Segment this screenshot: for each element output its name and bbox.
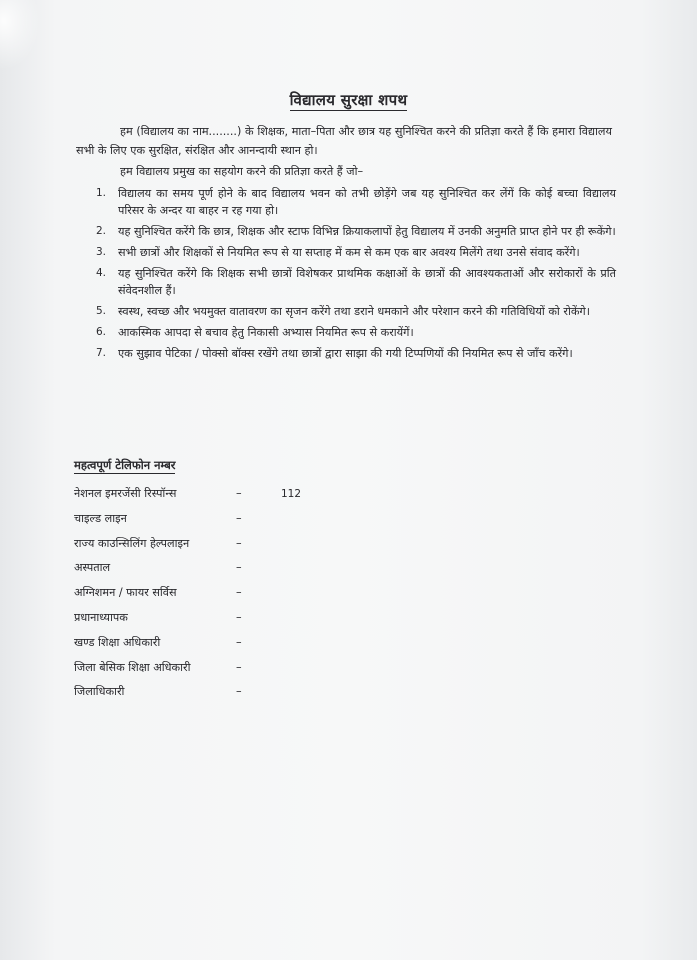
paper-glare xyxy=(0,0,40,70)
phone-dash: – xyxy=(236,586,242,600)
phone-row xyxy=(74,581,394,606)
phone-label: जिला बेसिक शिक्षा अधिकारी xyxy=(74,660,191,674)
pledge-number: 4. xyxy=(96,267,107,279)
phone-row xyxy=(74,532,394,557)
pledge-text: एक सुझाव पेटिका / पोक्सो बॉक्स रखेंगे तथा छात्रों द्वारा साझा की गयी टिप्पणियों की नियमित रूप से जाँच करेंगे। xyxy=(118,347,573,360)
pledge-number: 2. xyxy=(96,225,107,237)
phone-row xyxy=(74,507,394,532)
document-title xyxy=(0,90,697,110)
phone-row xyxy=(74,482,394,507)
phone-label: खण्ड शिक्षा अधिकारी xyxy=(74,635,161,649)
phone-row xyxy=(74,656,394,681)
phone-label: चाइल्ड लाइन xyxy=(74,511,127,525)
pledge-number: 1. xyxy=(96,187,107,199)
pledge-item xyxy=(96,324,616,341)
phone-dash: – xyxy=(236,511,242,525)
pledge-number: 7. xyxy=(96,347,107,359)
phone-label: नेशनल इमरजेंसी रिस्पॉन्स xyxy=(74,487,177,500)
pledge-text: विद्यालय का समय पूर्ण होने के बाद विद्यालय भवन को तभी छोड़ेंगे जब यह सुनिश्चित कर लेंगें कि कोई बच्चा विद्यालय परिसर के अन्दर या बाहर न रह गया हो। xyxy=(118,187,616,217)
pledge-number: 5. xyxy=(96,305,107,317)
pledge-item xyxy=(96,223,616,240)
phone-heading-text: महत्वपूर्ण टेलिफोन नम्बर xyxy=(74,458,176,472)
phone-dash: – xyxy=(236,487,242,500)
phone-dash: – xyxy=(236,536,242,550)
pledge-item xyxy=(96,244,616,261)
phone-label: अस्पताल xyxy=(74,561,111,575)
pledge-number: 3. xyxy=(96,246,107,258)
pledge-text: आकस्मिक आपदा से बचाव हेतु निकासी अभ्यास नियमित रूप से करायेंगें। xyxy=(118,326,414,339)
phone-row xyxy=(74,680,394,705)
phone-dash: – xyxy=(236,660,242,674)
phone-number: 112 xyxy=(281,488,302,500)
pledge-text: यह सुनिश्चित करेंगे कि छात्र, शिक्षक और स्टाफ विभिन्न क्रियाकलापों हेतु विद्यालय में उनकी अनुमति प्राप्त होने पर ही रूकेंगे। xyxy=(118,225,616,238)
phone-row xyxy=(74,556,394,581)
phone-dash: – xyxy=(236,561,242,575)
pledge-list xyxy=(96,185,616,366)
phone-row xyxy=(74,631,394,656)
phone-label: अग्निशमन / फायर सर्विस xyxy=(74,586,177,600)
pledge-number: 6. xyxy=(96,326,107,338)
phone-label: प्रधानाध्यापक xyxy=(74,610,128,624)
phone-heading xyxy=(74,458,175,473)
phone-row xyxy=(74,606,394,631)
phone-dash: – xyxy=(236,610,242,624)
phone-label: राज्य काउन्सिलिंग हेल्पलाइन xyxy=(74,536,190,550)
phone-dash: – xyxy=(236,685,242,699)
document-title-text: विद्यालय सुरक्षा शपथ xyxy=(289,91,408,109)
lead-sentence: हम विद्यालय प्रमुख का सहयोग करने की प्रतिज्ञा करते हैं जो– xyxy=(120,165,364,178)
pledge-item xyxy=(96,345,616,362)
pledge-item xyxy=(96,303,616,320)
phone-dash: – xyxy=(236,635,242,649)
phone-label: जिलाधिकारी xyxy=(74,685,125,699)
intro-paragraph: हम (विद्यालय का नाम........) के शिक्षक, माता–पिता और छात्र यह सुनिश्चित करने की प्रतिज्ञा करते हैं कि हमारा विद्यालय सभी के लिए एक सुरक्षित, संरक्षित और आनन्दायी स्थान हो। xyxy=(76,125,612,157)
pledge-text: स्वस्थ, स्वच्छ और भयमुक्त वातावरण का सृजन करेंगे तथा डराने धमकाने और परेशान करने की गतिविधियों को रोकेंगे। xyxy=(118,305,590,318)
pledge-text: सभी छात्रों और शिक्षकों से नियमित रूप से या सप्ताह में कम से कम एक बार अवश्य मिलेंगे तथा उनसे संवाद करेंगे। xyxy=(118,246,580,259)
pledge-item xyxy=(96,185,616,219)
pledge-text: यह सुनिश्चित करेंगे कि शिक्षक सभी छात्रों विशेषकर प्राथमिक कक्षाओं के छात्रों की आवश्यकताओं और सरोकारों के प्रति संवेदनशील हैं। xyxy=(118,267,616,297)
pledge-item xyxy=(96,265,616,299)
phone-list xyxy=(74,482,394,705)
